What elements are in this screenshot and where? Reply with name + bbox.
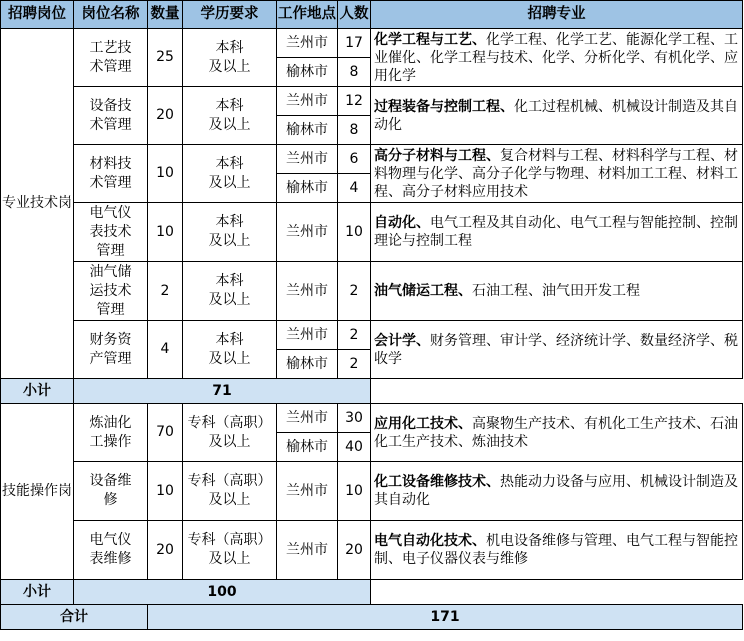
table-row	[1, 203, 743, 262]
headcount-cell: 12	[338, 87, 371, 116]
major-cell	[371, 203, 743, 262]
quantity-cell: 10	[148, 462, 183, 521]
job-name-cell: 设备维 修	[74, 462, 148, 521]
education-cell: 本科 及以上	[183, 321, 277, 379]
headcount-cell: 30	[338, 404, 371, 433]
table-row	[1, 521, 743, 580]
headcount-cell: 4	[338, 174, 371, 203]
job-name-cell: 财务资 产管理	[74, 321, 148, 379]
job-name-cell: 电气仪 表维修	[74, 521, 148, 580]
table-row	[1, 462, 743, 521]
major-cell	[371, 29, 743, 87]
major-others: 机电设备维修与管理、电气工程与智能控制、电子仪器仪表与维修	[374, 533, 738, 567]
headcount-cell: 2	[338, 321, 371, 350]
location-cell: 榆林市	[277, 174, 338, 203]
headcount-cell: 2	[338, 350, 371, 379]
headcount-cell: 8	[338, 58, 371, 87]
major-others: 化工过程机械、机械设计制造及其自动化	[374, 98, 738, 133]
education-cell: 本科 及以上	[183, 145, 277, 203]
headcount-cell: 40	[338, 433, 371, 462]
location-cell: 兰州市	[277, 404, 338, 433]
headcount-cell: 10	[338, 203, 371, 262]
header-education: 学历要求	[183, 1, 277, 29]
location-cell: 兰州市	[277, 521, 338, 580]
header-headcount: 人数	[338, 1, 371, 29]
total-value: 171	[148, 605, 743, 630]
table-row	[1, 29, 743, 58]
major-primary: 过程装备与控制工程、	[374, 98, 514, 115]
education-cell: 专科（高职） 及以上	[183, 462, 277, 521]
major-others: 化学工程、化学工艺、能源化学工程、工业催化、化学工程与技术、化学、分析化学、有机化学、应用化学	[374, 31, 738, 84]
quantity-cell: 70	[148, 404, 183, 462]
quantity-cell: 20	[148, 87, 183, 145]
major-others: 热能动力设备与应用、机械设计制造及其自动化	[374, 474, 738, 508]
location-cell: 榆林市	[277, 433, 338, 462]
location-cell: 榆林市	[277, 58, 338, 87]
header-row	[1, 1, 743, 29]
major-primary: 化学工程与工艺、	[374, 31, 486, 48]
major-cell	[371, 521, 743, 580]
location-cell: 兰州市	[277, 262, 338, 321]
subtotal-label: 小计	[1, 379, 74, 404]
major-cell	[371, 321, 743, 379]
job-name-cell: 炼油化 工操作	[74, 404, 148, 462]
header-position: 招聘岗位	[1, 1, 74, 29]
table-row	[1, 145, 743, 174]
job-name-cell: 设备技 术管理	[74, 87, 148, 145]
location-cell: 榆林市	[277, 116, 338, 145]
subtotal-row	[1, 580, 743, 605]
total-row	[1, 605, 743, 630]
quantity-cell: 25	[148, 29, 183, 87]
header-quantity: 数量	[148, 1, 183, 29]
major-others: 高聚物生产技术、有机化工生产技术、石油化工生产技术、炼油技术	[374, 415, 738, 450]
major-others: 复合材料与工程、材料科学与工程、材料物理与化学、高分子化学与物理、材料加工工程、材料工程、高分子材料应用技术	[374, 147, 738, 200]
education-cell: 本科 及以上	[183, 87, 277, 145]
job-name-cell: 油气储 运技术 管理	[74, 262, 148, 321]
subtotal-row	[1, 379, 743, 404]
location-cell: 兰州市	[277, 145, 338, 174]
category-cell: 技能操作岗	[1, 404, 74, 580]
major-cell	[371, 262, 743, 321]
headcount-cell: 2	[338, 262, 371, 321]
table-row	[1, 262, 743, 321]
major-others: 石油工程、油气田开发工程	[472, 283, 640, 299]
major-others: 电气工程及其自动化、电气工程与智能控制、控制理论与控制工程	[374, 215, 738, 249]
headcount-cell: 6	[338, 145, 371, 174]
location-cell: 榆林市	[277, 350, 338, 379]
major-primary: 自动化、	[374, 215, 430, 231]
header-major: 招聘专业	[371, 1, 743, 29]
headcount-cell: 10	[338, 462, 371, 521]
total-label: 合计	[1, 605, 148, 630]
location-cell: 兰州市	[277, 29, 338, 58]
subtotal-value: 100	[74, 580, 371, 605]
education-cell: 专科（高职） 及以上	[183, 404, 277, 462]
subtotal-label: 小计	[1, 580, 74, 605]
quantity-cell: 2	[148, 262, 183, 321]
major-primary: 油气储运工程、	[374, 283, 472, 299]
headcount-cell: 17	[338, 29, 371, 58]
location-cell: 兰州市	[277, 87, 338, 116]
job-name-cell: 电气仪 表技术 管理	[74, 203, 148, 262]
subtotal-value: 71	[74, 379, 371, 404]
major-primary: 电气自动化技术、	[374, 533, 486, 549]
major-primary: 高分子材料与工程、	[374, 147, 500, 164]
headcount-cell: 20	[338, 521, 371, 580]
major-primary: 会计学、	[374, 332, 430, 349]
education-cell: 本科 及以上	[183, 29, 277, 87]
quantity-cell: 4	[148, 321, 183, 379]
category-cell: 专业技术岗	[1, 29, 74, 379]
quantity-cell: 10	[148, 203, 183, 262]
major-cell	[371, 462, 743, 521]
major-cell	[371, 404, 743, 462]
location-cell: 兰州市	[277, 203, 338, 262]
location-cell: 兰州市	[277, 462, 338, 521]
headcount-cell: 8	[338, 116, 371, 145]
table-row	[1, 404, 743, 433]
location-cell: 兰州市	[277, 321, 338, 350]
quantity-cell: 20	[148, 521, 183, 580]
major-primary: 化工设备维修技术、	[374, 474, 500, 490]
header-location: 工作地点	[277, 1, 338, 29]
education-cell: 本科 及以上	[183, 203, 277, 262]
education-cell: 专科（高职） 及以上	[183, 521, 277, 580]
major-cell	[371, 87, 743, 145]
header-job-name: 岗位名称	[74, 1, 148, 29]
table-row	[1, 87, 743, 116]
education-cell: 本科 及以上	[183, 262, 277, 321]
job-name-cell: 材料技 术管理	[74, 145, 148, 203]
table-row	[1, 321, 743, 350]
job-name-cell: 工艺技 术管理	[74, 29, 148, 87]
major-others: 财务管理、审计学、经济统计学、数量经济学、税收学	[374, 332, 738, 367]
quantity-cell: 10	[148, 145, 183, 203]
major-primary: 应用化工技术、	[374, 415, 472, 432]
major-cell	[371, 145, 743, 203]
